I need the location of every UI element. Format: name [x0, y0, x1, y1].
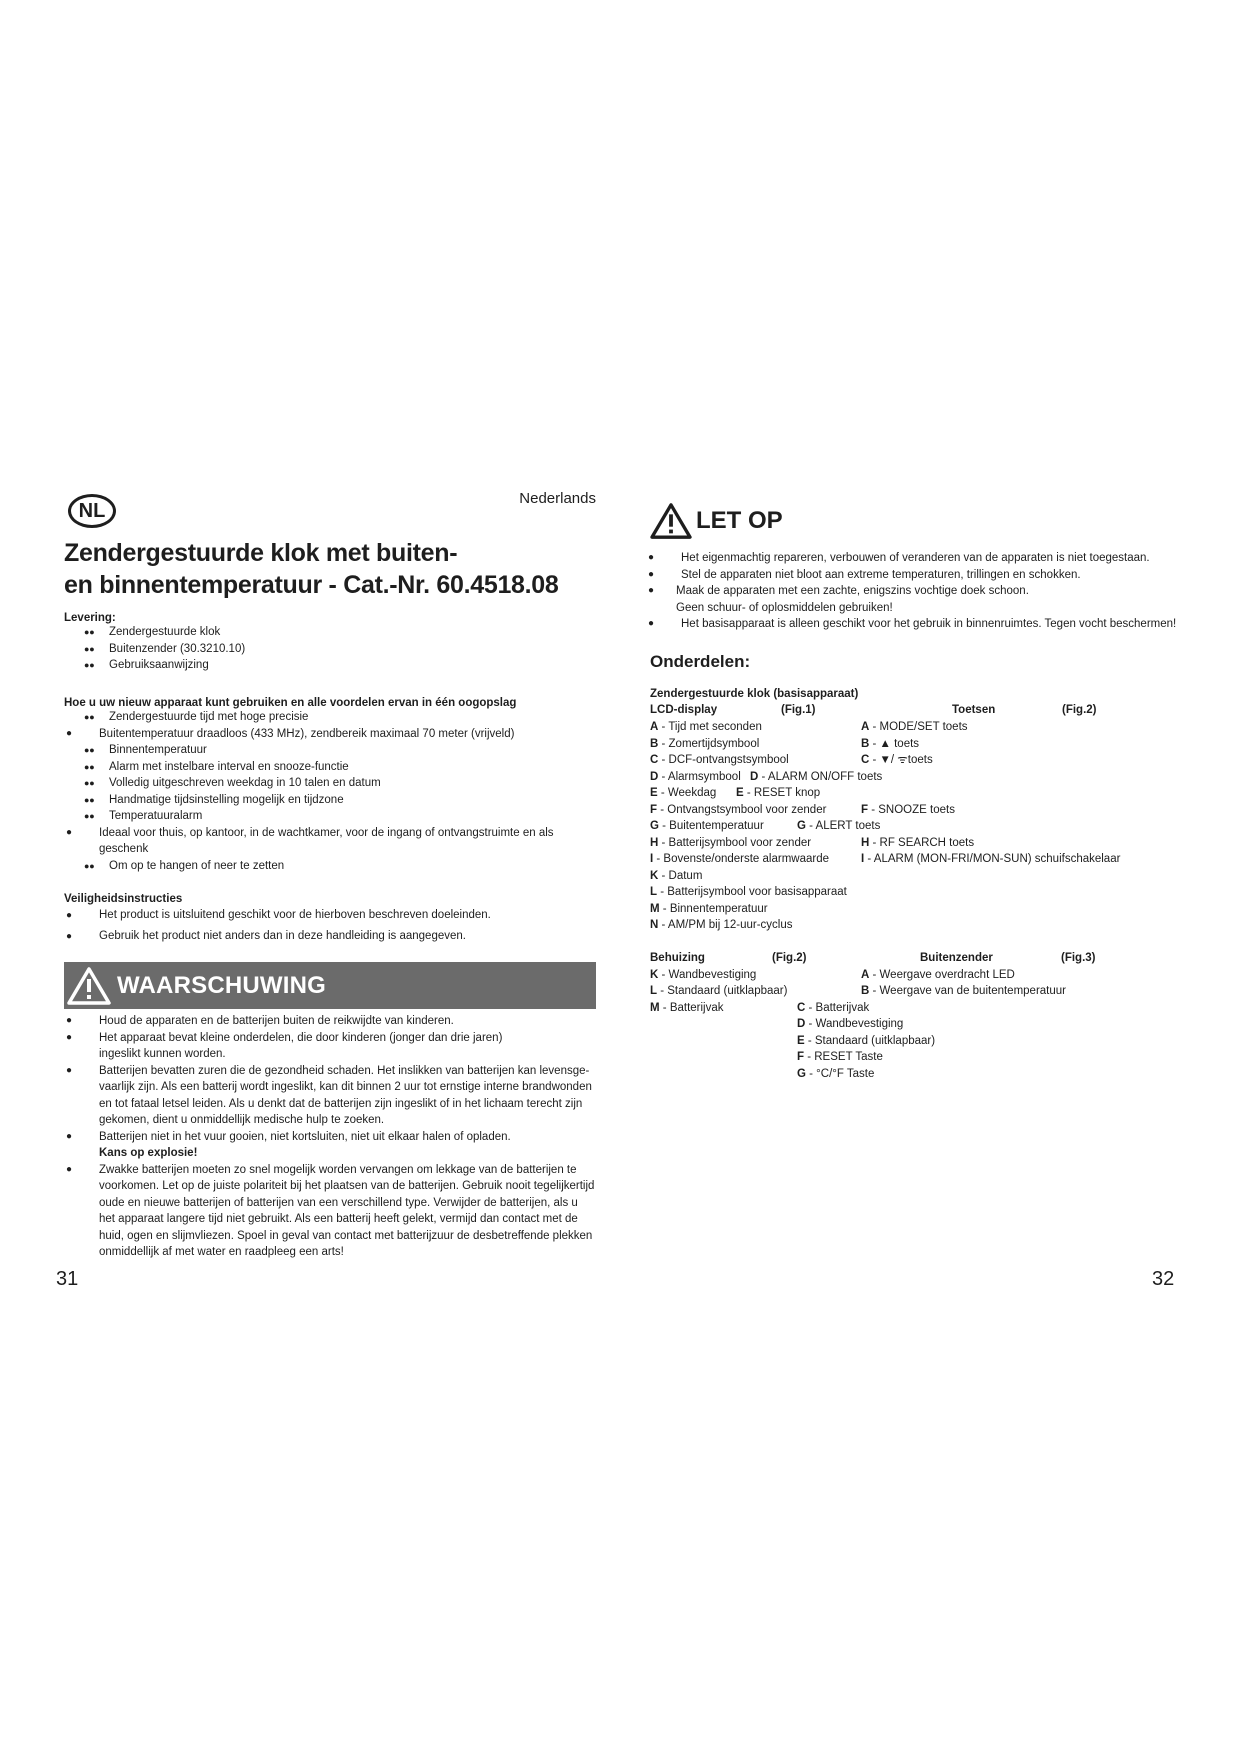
lcd-item: F - Ontvangstsymbool voor zender — [650, 803, 827, 816]
toetsen-item: C - ▼/ ᯤtoets — [861, 754, 933, 766]
language-label: Nederlands — [519, 490, 596, 507]
list-item: ● ● Buitenzender (30.3210.10) — [64, 641, 596, 658]
list-item: ● ● Alarm met instelbare interval en snooze-functie — [64, 759, 596, 776]
behuizing-label: Behuizing — [650, 952, 705, 964]
toetsen-label: Toetsen — [952, 704, 996, 716]
list-item: ● Het basisapparaat is alleen geschikt voor het gebruik in binnenruimtes. Tegen vocht beschermen! — [646, 616, 1186, 633]
lcd-display-label: LCD-display — [650, 704, 718, 716]
list-item: ● Het apparaat bevat kleine onderdelen, die door kinderen (jonger dan drie jaren) ingeslikt kunnen worden. — [64, 1030, 539, 1063]
list-item: ● Ideaal voor thuis, op kantoor, in de wachtkamer, voor de ingang of ontvangstruimte en als geschenk — [64, 825, 559, 858]
list-item: ● Batterijen bevatten zuren die de gezondheid schaden. Het inslikken van batterijen kan levensge-vaarlijk zijn. Als een batterij wordt ingeslikt, kan dit binnen 2 uur tot ernstige interne brandwonden en tot fataal letsel leiden. Als u denkt dat de batterijen zijn ingeslikt of in het lichaam terecht zijn gekomen, dient u onmiddellijk medische hulp te zoeken. — [64, 1063, 595, 1129]
list-item — [646, 583, 1186, 616]
list-item: ● Houd de apparaten en de batterijen buiten de reikwijdte van kinderen. — [64, 1013, 596, 1030]
lcd-extra-item: E - RESET knop — [736, 787, 821, 799]
warning-item-text: Batterijen niet in het vuur gooien, niet kortsluiten, niet uit elkaar halen of opladen. — [99, 1130, 511, 1143]
fig2-label: (Fig.2) — [1062, 704, 1097, 716]
veiligheid-list — [64, 905, 596, 947]
list-item: ● ● Zendergestuurde tijd met hoge precisie — [64, 709, 596, 726]
buitenzender-item: B - Weergave van de buitentemperatuur — [861, 985, 1066, 997]
lcd-item: M - Binnentemperatuur — [650, 902, 768, 915]
explosion-warning: Kans op explosie! — [99, 1147, 198, 1159]
levering-section — [64, 612, 596, 674]
lcd-item: B - Zomertijdsymbool — [650, 737, 760, 750]
toetsen-item: B - ▲ toets — [861, 737, 920, 750]
list-item: ● ● Volledig uitgeschreven weekdag in 10 talen en datum — [64, 775, 596, 792]
onderdelen-grid — [650, 686, 1190, 1086]
toetsen-item: A - MODE/SET toets — [861, 721, 968, 733]
warning-triangle-icon — [67, 966, 111, 1006]
lcd-item: H - Batterijsymbool voor zender — [650, 836, 812, 849]
list-item: ● Zwakke batterijen moeten zo snel mogelijk worden vervangen om lekkage van de batterijen te voorkomen. Let op de juiste polariteit bij het plaatsen van de batterijen. Gebruik nooit tegelijkertijd oude en nieuwe batterijen of batterijen van een verschillend type. Verwijder de batterijen, als u het apparaat langere tijd niet gebruikt. Als een batterij heeft gelekt, vermijd dan contact met de huid, ogen en slijmvliezen. Spoel in geval van contact met batterijzuur de desbetreffende plekken onmiddellijk af met water en raadpleeg een arts! — [64, 1162, 595, 1261]
voordelen-heading: Hoe u uw nieuw apparaat kunt gebruiken en alle voordelen ervan in één oogopslag — [64, 697, 517, 709]
behuizing-item: K - Wandbevestiging — [650, 968, 757, 981]
list-item: ● Stel de apparaten niet bloot aan extreme temperaturen, trillingen en schokken. — [646, 567, 1186, 584]
buitenzender-item: G - °C/°F Taste — [797, 1067, 875, 1080]
veiligheid-section — [64, 893, 596, 947]
warning-banner — [64, 962, 596, 1009]
warning-triangle-icon — [650, 502, 692, 540]
letop-item-text: Geen schuur- of oplosmiddelen gebruiken! — [676, 601, 893, 614]
language-badge: NL — [68, 494, 116, 528]
voordelen-list — [64, 709, 596, 874]
lcd-item: K - Datum — [650, 869, 703, 882]
lcd-item: A - Tijd met seconden — [650, 721, 762, 733]
basisapparaat-heading: Zendergestuurde klok (basisapparaat) — [650, 688, 859, 700]
letop-heading-row — [650, 502, 783, 540]
page-number-right: 32 — [1152, 1268, 1175, 1290]
list-item: ● ● Gebruiksaanwijzing — [64, 657, 596, 674]
lcd-extra-item: D - ALARM ON/OFF toets — [750, 770, 883, 783]
buitenzender-item: E - Standaard (uitklapbaar) — [797, 1034, 936, 1047]
lcd-item: D - Alarmsymbool — [650, 770, 741, 783]
levering-list — [64, 624, 596, 674]
buitenzender-item: C - Batterijvak — [797, 1001, 870, 1014]
lcd-item: N - AM/PM bij 12-uur-cyclus — [650, 919, 793, 931]
letop-list — [646, 550, 1186, 633]
toetsen-item: I - ALARM (MON-FRI/MON-SUN) schuifschakelaar — [861, 853, 1121, 865]
list-item: ● ● Om op te hangen of neer te zetten — [64, 858, 596, 875]
warning-title: WAARSCHUWING — [117, 971, 327, 999]
lcd-item: I - Bovenste/onderste alarmwaarde — [650, 853, 829, 865]
voordelen-section — [64, 697, 596, 874]
lcd-item: C - DCF-ontvangstsymbool — [650, 754, 789, 766]
letop-title: LET OP — [696, 507, 783, 534]
title-line-1: Zendergestuurde klok met buiten- — [64, 539, 458, 567]
waarschuwing-section — [64, 1013, 596, 1261]
list-item: ● ● Temperatuuralarm — [64, 808, 596, 825]
page-number-left: 31 — [56, 1268, 79, 1290]
levering-heading: Levering: — [64, 612, 116, 624]
behuizing-item: L - Standaard (uitklapbaar) — [650, 985, 788, 997]
page-title — [64, 537, 604, 601]
lcd-item: L - Batterijsymbool voor basisapparaat — [650, 886, 847, 898]
onderdelen-heading: Onderdelen: — [650, 652, 751, 671]
buitenzender-item: D - Wandbevestiging — [797, 1018, 904, 1030]
buitenzender-label: Buitenzender — [920, 952, 993, 964]
title-line-2: en binnentemperatuur - Cat.-Nr. 60.4518.08 — [64, 571, 559, 599]
lcd-item: G - Buitentemperatuur — [650, 820, 764, 832]
list-item: ● Buitentemperatuur draadloos (433 MHz), zendbereik maximaal 70 meter (vrijveld) — [64, 726, 596, 743]
list-item: ● ● Zendergestuurde klok — [64, 624, 596, 641]
buitenzender-item: F - RESET Taste — [797, 1051, 883, 1063]
list-item: ● Gebruik het product niet anders dan in deze handleiding is aangegeven. — [64, 926, 596, 947]
list-item: ● ● Binnentemperatuur — [64, 742, 596, 759]
toetsen-item: H - RF SEARCH toets — [861, 836, 975, 849]
waarschuwing-list — [64, 1013, 596, 1261]
fig2b-label: (Fig.2) — [772, 952, 807, 964]
behuizing-item: M - Batterijvak — [650, 1001, 724, 1014]
veiligheid-heading: Veiligheidsinstructies — [64, 893, 183, 905]
letop-section — [646, 550, 1186, 633]
fig3-label: (Fig.3) — [1061, 952, 1096, 964]
letop-item-text: Maak de apparaten met een zachte, enigszins vochtige doek schoon. — [676, 585, 1029, 597]
list-item — [64, 1129, 596, 1162]
toetsen-item: F - SNOOZE toets — [861, 803, 955, 816]
list-item: ● ● Handmatige tijdsinstelling mogelijk en tijdzone — [64, 792, 596, 809]
buitenzender-item: A - Weergave overdracht LED — [861, 968, 1015, 981]
lcd-extra-item: G - ALERT toets — [797, 820, 881, 832]
fig1-label: (Fig.1) — [781, 704, 816, 716]
list-item: ● Het eigenmachtig repareren, verbouwen of veranderen van de apparaten is niet toegestaan. — [646, 550, 1186, 567]
lcd-item: E - Weekdag — [650, 787, 717, 799]
list-item: ● Het product is uitsluitend geschikt voor de hierboven beschreven doeleinden. — [64, 905, 596, 926]
